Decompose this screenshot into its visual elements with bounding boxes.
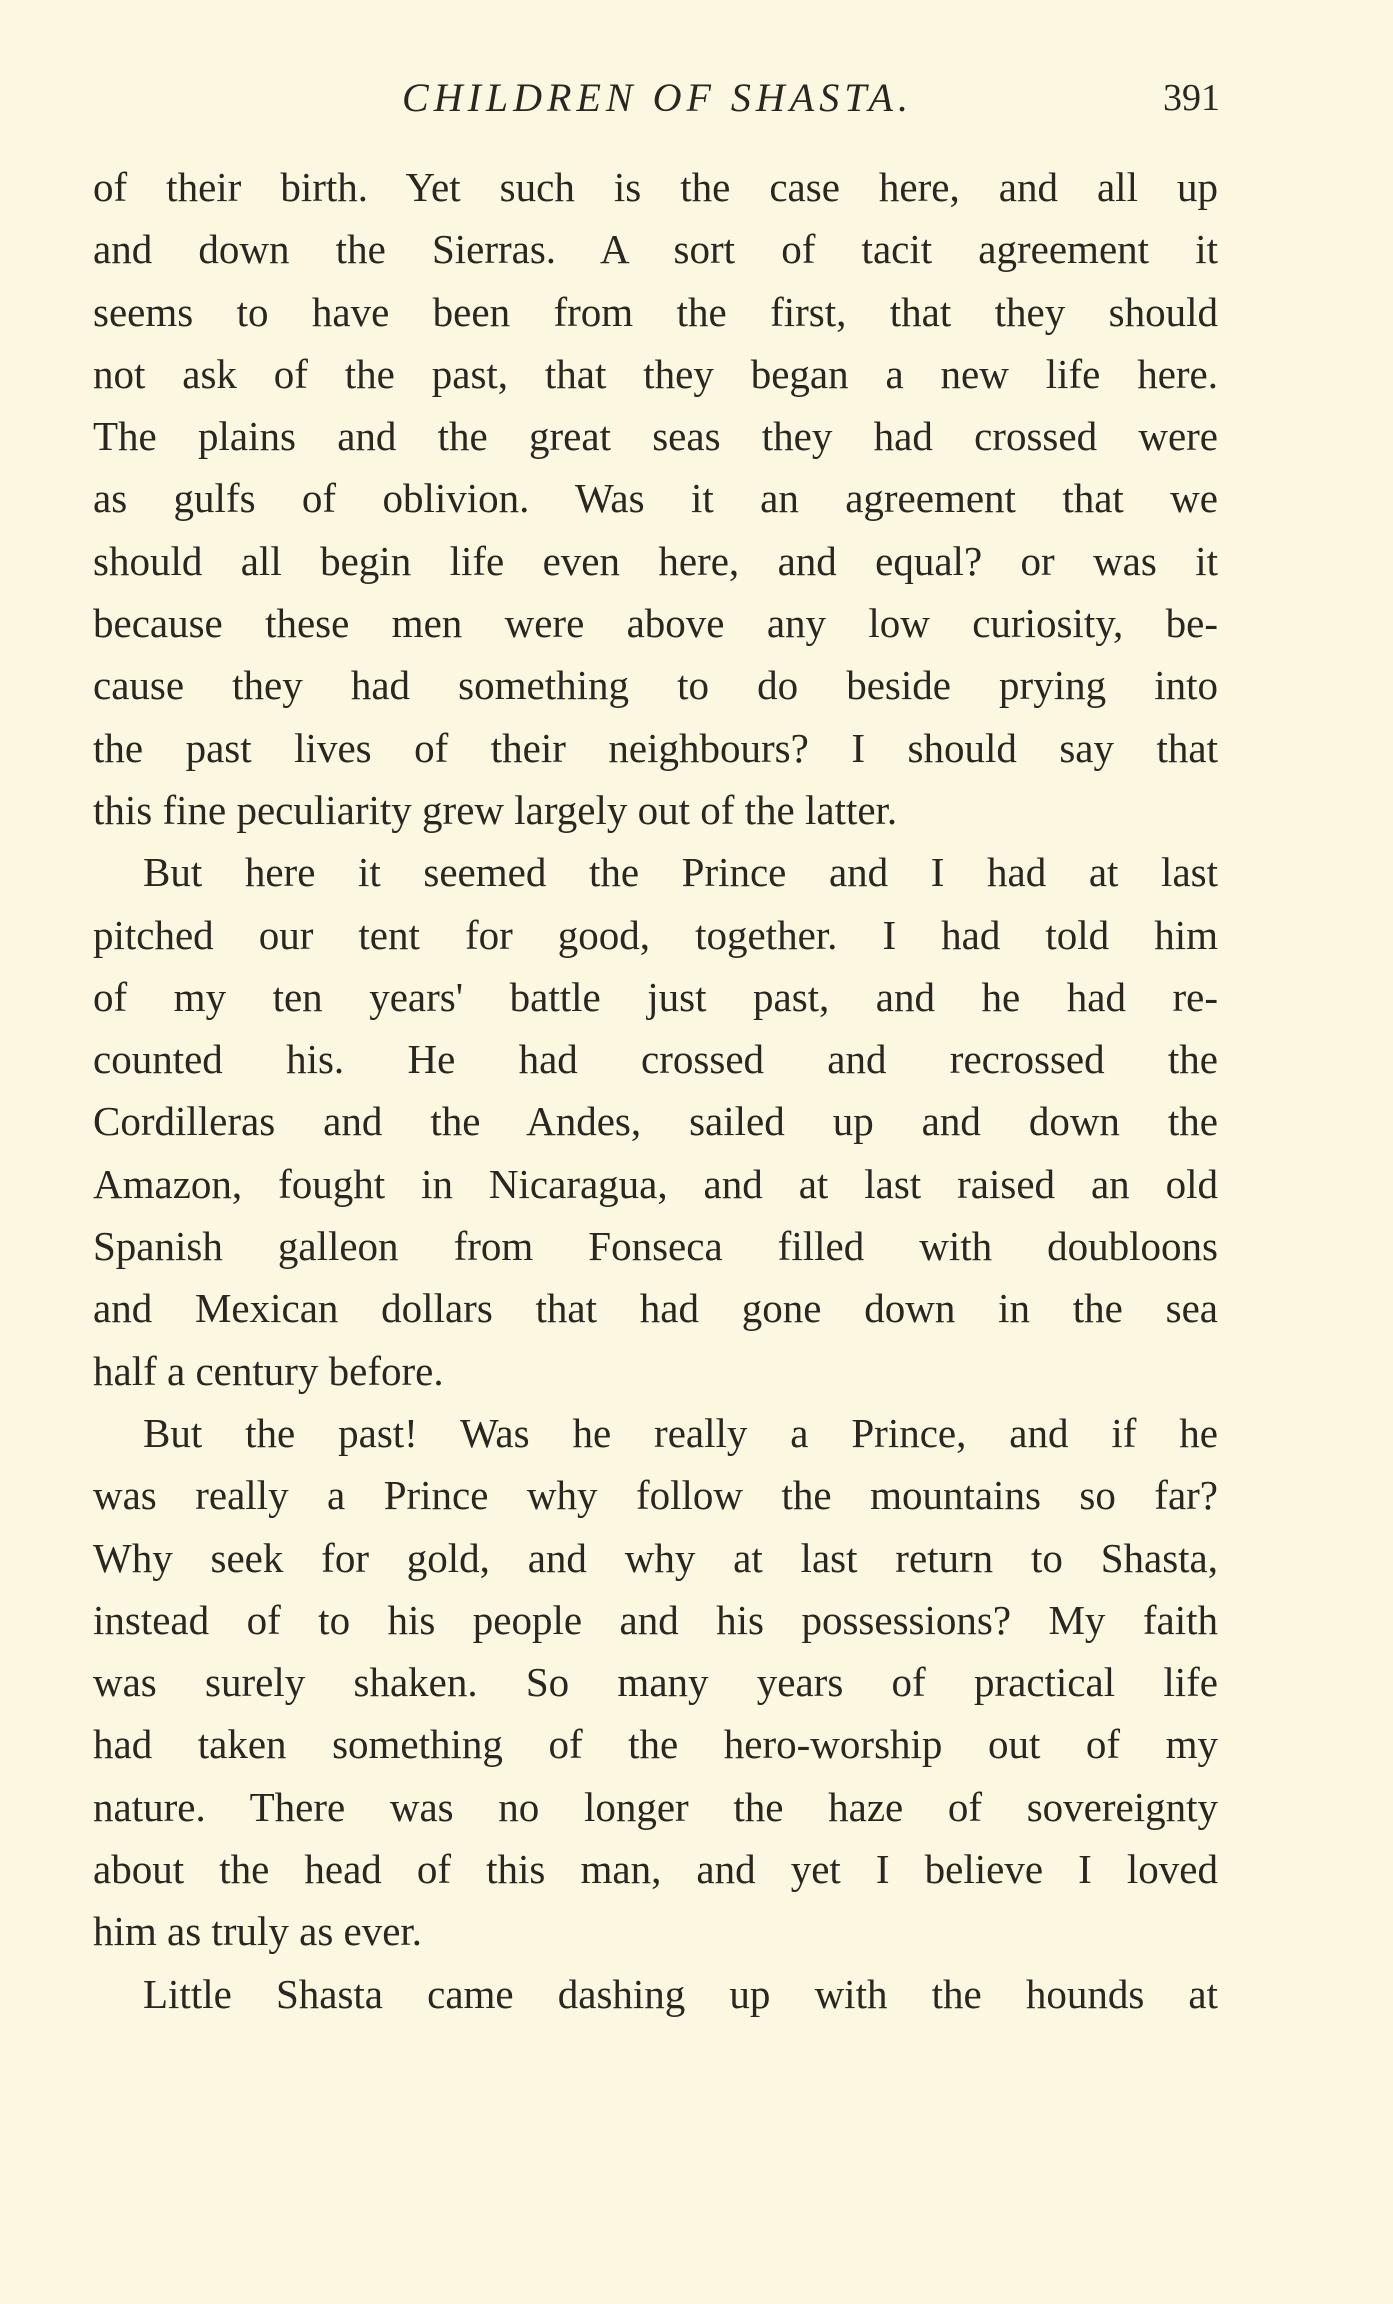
text-line: not ask of the past, that they began a new life here.	[93, 350, 1218, 397]
paragraph-first-line: Little Shasta came dashing up with the hounds at	[143, 1970, 1218, 2017]
text-line: pitched our tent for good, together. I had told him	[93, 911, 1218, 958]
paragraph-first-line: But the past! Was he really a Prince, and if he	[143, 1409, 1218, 1456]
text-line: The plains and the great seas they had crossed were	[93, 413, 1218, 460]
text-line: nature. There was no longer the haze of sovereignty	[93, 1783, 1218, 1830]
running-title: CHILDREN OF SHASTA.	[402, 75, 913, 120]
text-line: had taken something of the hero-worship out of my	[93, 1721, 1218, 1768]
paragraph-first-line: But here it seemed the Prince and I had at last	[143, 849, 1218, 896]
text-line: of my ten years' battle just past, and he had re-	[93, 973, 1218, 1020]
running-head	[95, 70, 1220, 126]
text-line: Cordilleras and the Andes, sailed up and down the	[93, 1098, 1218, 1145]
page-number: 391	[1163, 77, 1220, 119]
text-line: and Mexican dollars that had gone down in the sea	[93, 1285, 1218, 1332]
text-line: cause they had something to do beside prying into	[93, 662, 1218, 709]
text-line: Why seek for gold, and why at last return to Shasta,	[93, 1534, 1218, 1581]
text-line: half a century before.	[93, 1347, 444, 1394]
text-line: instead of to his people and his possessions? My faith	[93, 1596, 1218, 1643]
body-text	[93, 156, 1218, 2025]
text-line: because these men were above any low curiosity, be-	[93, 600, 1218, 647]
text-line: was surely shaken. So many years of practical life	[93, 1659, 1218, 1706]
text-line: seems to have been from the first, that they should	[93, 288, 1218, 335]
text-line: as gulfs of oblivion. Was it an agreement that we	[93, 475, 1218, 522]
text-line: of their birth. Yet such is the case here, and all up	[93, 164, 1218, 210]
text-line: was really a Prince why follow the mountains so far?	[93, 1472, 1218, 1519]
text-line: this fine peculiarity grew largely out of the latter.	[93, 786, 898, 833]
text-line: him as truly as ever.	[93, 1908, 423, 1955]
text-line: should all begin life even here, and equal? or was it	[93, 537, 1218, 584]
text-line: and down the Sierras. A sort of tacit agreement it	[93, 226, 1218, 273]
text-line: Spanish galleon from Fonseca filled with doubloons	[93, 1223, 1218, 1270]
text-line: about the head of this man, and yet I believe I loved	[93, 1846, 1218, 1893]
text-line: counted his. He had crossed and recrossed the	[93, 1036, 1218, 1083]
text-line: Amazon, fought in Nicaragua, and at last raised an old	[93, 1160, 1218, 1207]
text-line: the past lives of their neighbours? I should say that	[93, 724, 1218, 771]
